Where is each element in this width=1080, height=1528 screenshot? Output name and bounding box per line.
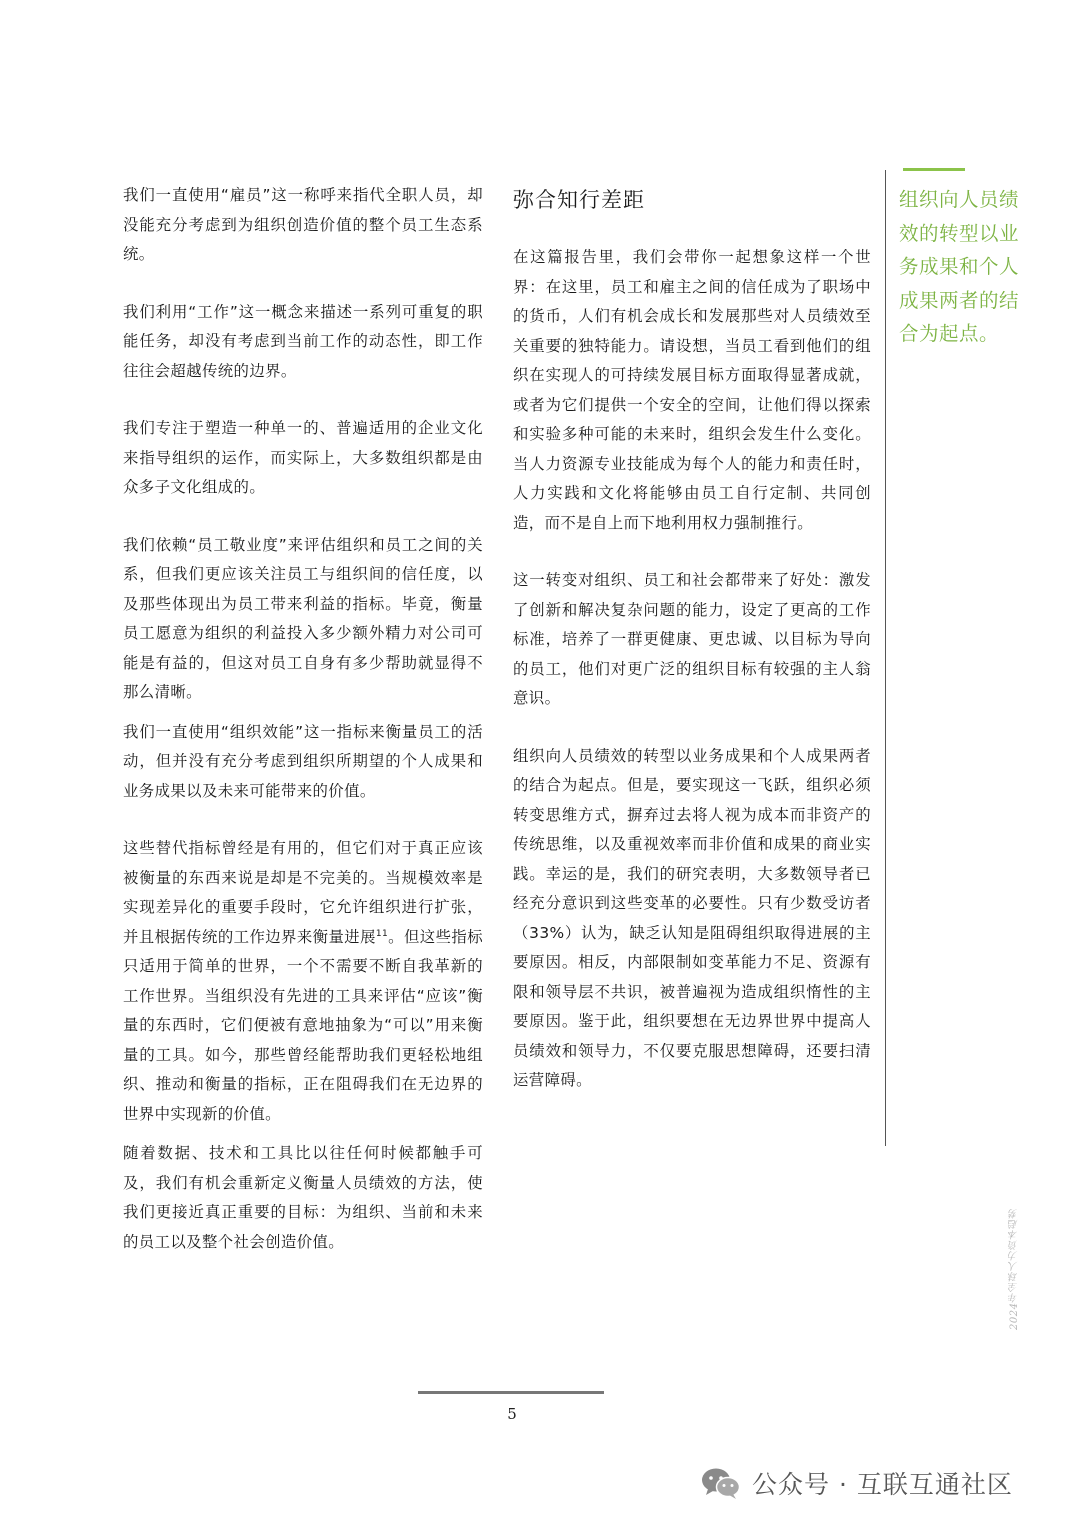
body-paragraph: 我们利用“工作”这一概念来描述一系列可重复的职能任务，却没有考虑到当前工作的动态性，即工作往往会超越传统的边界。	[123, 302, 483, 380]
body-paragraph: 我们一直使用“组织效能”这一指标来衡量员工的活动，但并没有充分考虑到组织所期望的个人成果和业务成果以及未来可能带来的价值。	[123, 722, 483, 800]
pullquote: 组织向人员绩效的转型以业务成果和个人成果两者的结合为起点。	[899, 188, 1020, 345]
footnote-ref: 11	[375, 928, 389, 939]
watermark-text: 公众号 · 互联互通社区	[752, 1470, 1013, 1499]
body-paragraph: 我们一直使用“雇员”这一称呼来指代全职人员，却没能充分考虑到为组织创造价值的整个员工生态系统。	[123, 186, 483, 263]
body-paragraph	[123, 834, 483, 1129]
section-title: 弥合知行差距	[513, 188, 645, 212]
body-paragraph: 这一转变对组织、员工和社会都带来了好处：激发了创新和解决复杂问题的能力，设定了更高的工作标准，培养了一群更健康、更忠诚、以目标为导向的员工，他们对更广泛的组织目标有较强的主人翁意识。	[513, 571, 871, 707]
side-running-title: 2024年全球人力资本趋势	[1009, 1208, 1020, 1330]
wechat-icon	[700, 1466, 742, 1500]
body-paragraph: 随着数据、技术和工具比以往任何时候都触手可及，我们有机会重新定义衡量人员绩效的方法，使我们更接近真正重要的目标：为组织、当前和未来的员工以及整个社会创造价值。	[123, 1144, 483, 1251]
body-paragraph: 组织向人员绩效的转型以业务成果和个人成果两者的结合为起点。但是，要实现这一飞跃，组织必须转变思维方式，摒弃过去将人视为成本而非资产的传统思维，以及重视效率而非价值和成果的商业实践。幸运的是，我们的研究表明，大多数领导者已经充分意识到这些变革的必要性。只有少数受访者（33%）认为，缺乏认知是阻碍组织取得进展的主要原因。相反，内部限制如变革能力不足、资源有限和领导层不共识，被普遍视为造成组织惰性的主要原因。鉴于此，组织要想在无边界世界中提高人员绩效和领导力，不仅要克服思想障碍，还要扫清运营障碍。	[513, 746, 871, 1089]
left-column	[123, 181, 483, 1257]
body-paragraph: 我们专注于塑造一种单一的、普遍适用的企业文化来指导组织的运作，而实际上，大多数组织都是由众多子文化组成的。	[123, 419, 483, 496]
watermark	[700, 1463, 1013, 1503]
page-number: 5	[507, 1405, 517, 1423]
body-text: 这些替代指标曾经是有用的，但它们对于真正应该被衡量的东西来说是却是不完美的。当规模效率是实现差异化的重要手段时，它允许组织进行扩张，并且根据传统的工作边界来衡量进展	[123, 839, 483, 946]
body-text: 。但这些指标只适用于简单的世界，一个不需要不断自我革新的工作世界。当组织没有先进的工具来评估“应该”衡量的东西时，它们便被有意地抽象为“可以”用来衡量的工具。如今，那些曾经能帮助我们更轻松地组织、推动和衡量的指标，正在阻碍我们在无边界的世界中实现新的价值。	[123, 927, 483, 1123]
accent-bar	[903, 168, 965, 171]
body-paragraph: 我们依赖“员工敬业度”来评估组织和员工之间的关系，但我们更应该关注员工与组织间的信任度，以及那些体现出为员工带来利益的指标。毕竟，衡量员工愿意为组织的利益投入多少额外精力对公司可能是有益的，但这对员工自身有多少帮助就显得不那么清晰。	[123, 535, 483, 701]
column-divider	[885, 170, 886, 1146]
footer-rule	[418, 1391, 604, 1394]
middle-column	[513, 183, 871, 1096]
body-paragraph: 在这篇报告里，我们会带你一起想象这样一个世界：在这里，员工和雇主之间的信任成为了职场中的货币，人们有机会成长和发展那些对人员绩效至关重要的独特能力。请设想，当员工看到他们的组织在实现人的可持续发展目标方面取得显著成就，或者为它们提供一个安全的空间，让他们得以探索和实验多种可能的未来时，组织会发生什么变化。当人力资源专业技能成为每个人的能力和责任时，人力实践和文化将能够由员工自行定制、共同创造，而不是自上而下地利用权力强制推行。	[513, 248, 871, 532]
